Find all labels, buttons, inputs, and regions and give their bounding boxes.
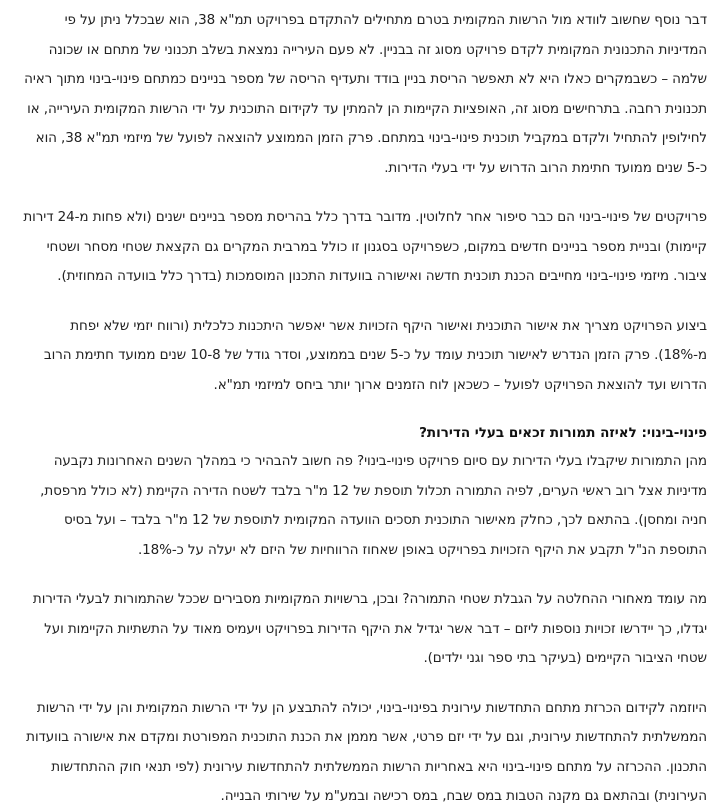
article-paragraph: פרויקטים של פינוי-בינוי הם כבר סיפור אחר לחלוטין. מדובר בדרך כלל בהריסת מספר בניינים ישנים (ולא פחות מ-24 דירות קיימות) ובניית מספר בניינים חדשים במקום, כשפרויקט בסגנון זו כולל במרבית המקרים גם הקצאת שטחי מסחר ושטחי ציבור. מיזמי פינוי-בינוי מחייבים הכנת תוכנית חדשה ואישורה בוועדות התכנון המוסמכות (בדרך כלל בוועדה המחוזית). [23, 209, 707, 284]
article-paragraph: היוזמה לקידום הכרזת מתחם התחדשות עירונית בפינוי-בינוי, יכולה להתבצע הן על ידי הרשות המקומית והן על ידי הרשות הממשלתית להתחדשות עירונית, וגם על ידי יזם פרטי, אשר מממן את הכנת התוכנית המפורטת ומקדם את אישורה בוועדות התכנון. ההכרזה על מתחם פינוי-בינוי היא באחריות הרשות הממשלתית להתחדשות עירונית (לפי תנאי חוק ההתחדשות העירונית) ובהתאם גם מקנה הטבות במס שבח, במס רכישה ובמע"מ על שירותי הבנייה. [26, 699, 707, 804]
article-paragraph: ביצוע הפרויקט מצריך את אישור התוכנית ואישור היקף הזכויות אשר יאפשר היתכנות כלכלית (ורווח יזמי שלא יפחת מ-18%). פרק הזמן הנדרש לאישור תוכנית עומד על כ-5 שנים בממוצע, וסדר גודל של 10-8 שנים ממועד חתימת הרוב הדרוש ועד להוצאת הפרויקט לפועל – כשכאן לוח הזמנים ארוך יותר ביחס למיזמי תמ"א. [43, 317, 707, 393]
article-paragraph: מהן התמורות שיקבלו בעלי הדירות עם סיום פרויקט פינוי-בינוי? פה חשוב להבהיר כי במהלך השנים האחרונות נקבעה מדיניות אצל רוב ראשי הערים, לפיה התמורה תכלול תוספת של 12 מ"ר בלבד לשטח הדירה הקיימת (לא כולל מרפסת, חניה ומחסן). בהתאם לכך, כחלק מאישור התוכנית תסכים הוועדה המקומית לתוספת של 12 מ"ר בלבד – ועל בסיס התוספת הנ"ל תקבע את היקף הזכויות בפרויקט באופן שאחוז הרווחיות של היזם לא יעלה על כ-18%. [40, 453, 707, 558]
article-paragraph: דבר נוסף שחשוב לוודא מול הרשות המקומית בטרם מתחילים להתקדם בפרויקט תמ"א 38, הוא שבכלל ניתן על פי המדיניות התכנונית המקומית לקדם פרויקט מסוג זה בבניין. לא פעם העירייה נמצאת בשלב תכנוני של מתחם או שכונה שלמה – כשבמקרים כאלו היא לא תאפשר הריסת בניין בודד ותעדיף הריסה של מספר בניינים כמתחם פינוי-בינוי מתוך ראיה תכנונית רחבה. בתרחישים מסוג זה, האופציות הקיימות הן להמתין עד לקידום התוכנית על ידי הרשות המקומית העירייה, או לחילופין להתחיל ולקדם במקביל תוכנית פינוי-בינוי במתחם. פרק הזמן הממוצע להוצאה לפועל של מיזמי תמ"א 38, הוא כ-5 שנים ממועד חתימת הרוב הדרוש על ידי בעלי הדירות. [24, 12, 707, 176]
section-subheading: פינוי-בינוי: לאיזה תמורות זכאים בעלי הדירות? [419, 425, 707, 441]
article-paragraph: מה עומד מאחורי ההחלטה על הגבלת שטחי התמורה? ובכן, ברשויות המקומיות מסבירים שככל שהתמורות לבעלי הדירות יגדלו, כך יידרשו זכויות נוספות ליזם – דבר אשר יגדיל את היקף הדירות בפרויקט ויעמיס מאוד על התשתיות הקיימות ועל שטחי הציבור הקיימים (בעיקר בתי ספר וגני ילדים). [32, 591, 707, 666]
